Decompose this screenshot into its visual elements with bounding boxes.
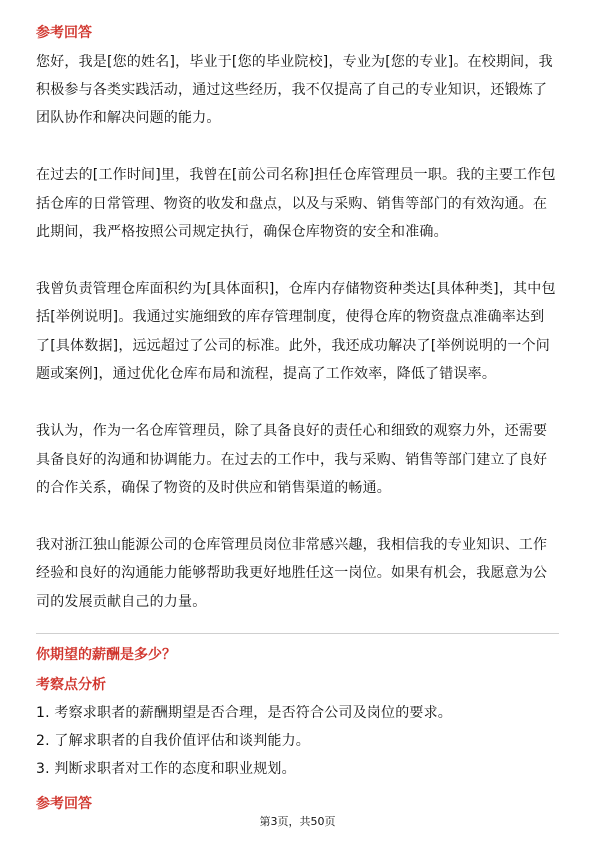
paragraph-line: 积极参与各类实践活动，通过这些经历，我不仅提高了自己的专业知识，还锻炼了 [36,82,548,98]
paragraph-line: 司的发展贡献自己的力量。 [36,594,207,610]
paragraph-line: 括仓库的日常管理、物资的收发和盘点，以及与采购、销售等部门的有效沟通。在 [36,196,548,212]
paragraph-line: 团队协作和解决问题的能力。 [36,110,221,126]
paragraph-line: 我曾负责管理仓库面积约为[具体面积]，仓库内存储物资种类达[具体种类]，其中包 [36,281,556,297]
analysis-item: 3. 判断求职者对工作的态度和职业规划。 [36,761,296,777]
paragraph-line: 我对浙江独山能源公司的仓库管理员岗位非常感兴趣，我相信我的专业知识、工作 [36,537,548,553]
paragraph-line: 此期间，我严格按照公司规定执行，确保仓库物资的安全和准确。 [36,224,448,240]
analysis-heading: 考察点分析 [36,677,106,693]
paragraph-line: 我认为，作为一名仓库管理员，除了具备良好的责任心和细致的观察力外，还需要 [36,423,548,439]
answer-heading: 参考回答 [36,25,92,41]
question-heading: 你期望的薪酬是多少？ [36,647,176,663]
paragraph-line: 在过去的[工作时间]里，我曾在[前公司名称]担任仓库管理员一职。我的主要工作包 [36,167,556,183]
paragraph-line: 的合作关系，确保了物资的及时供应和销售渠道的畅通。 [36,480,391,496]
answer-heading: 参考回答 [36,796,92,812]
paragraph-line: 经验和良好的沟通能力能够帮助我更好地胜任这一岗位。如果有机会，我愿意为公 [36,565,548,581]
analysis-item: 1. 考察求职者的薪酬期望是否合理，是否符合公司及岗位的要求。 [36,705,453,721]
page-number: 第3页，共50页 [259,815,336,828]
paragraph-line: 题或案例]，通过优化仓库布局和流程，提高了工作效率，降低了错误率。 [36,366,497,382]
paragraph-line: 具备良好的沟通和协调能力。在过去的工作中，我与采购、销售等部门建立了良好 [36,452,548,468]
section-divider [36,633,559,634]
paragraph-line: 括[举例说明]。我通过实施细致的库存管理制度，使得仓库的物资盘点准确率达到 [36,309,545,325]
paragraph-line: 您好，我是[您的姓名]，毕业于[您的毕业院校]，专业为[您的专业]。在校期间，我 [36,54,553,70]
paragraph-line: 了[具体数据]，远远超过了公司的标准。此外，我还成功解决了[举例说明的一个问 [36,338,550,354]
analysis-item: 2. 了解求职者的自我价值评估和谈判能力。 [36,733,311,749]
